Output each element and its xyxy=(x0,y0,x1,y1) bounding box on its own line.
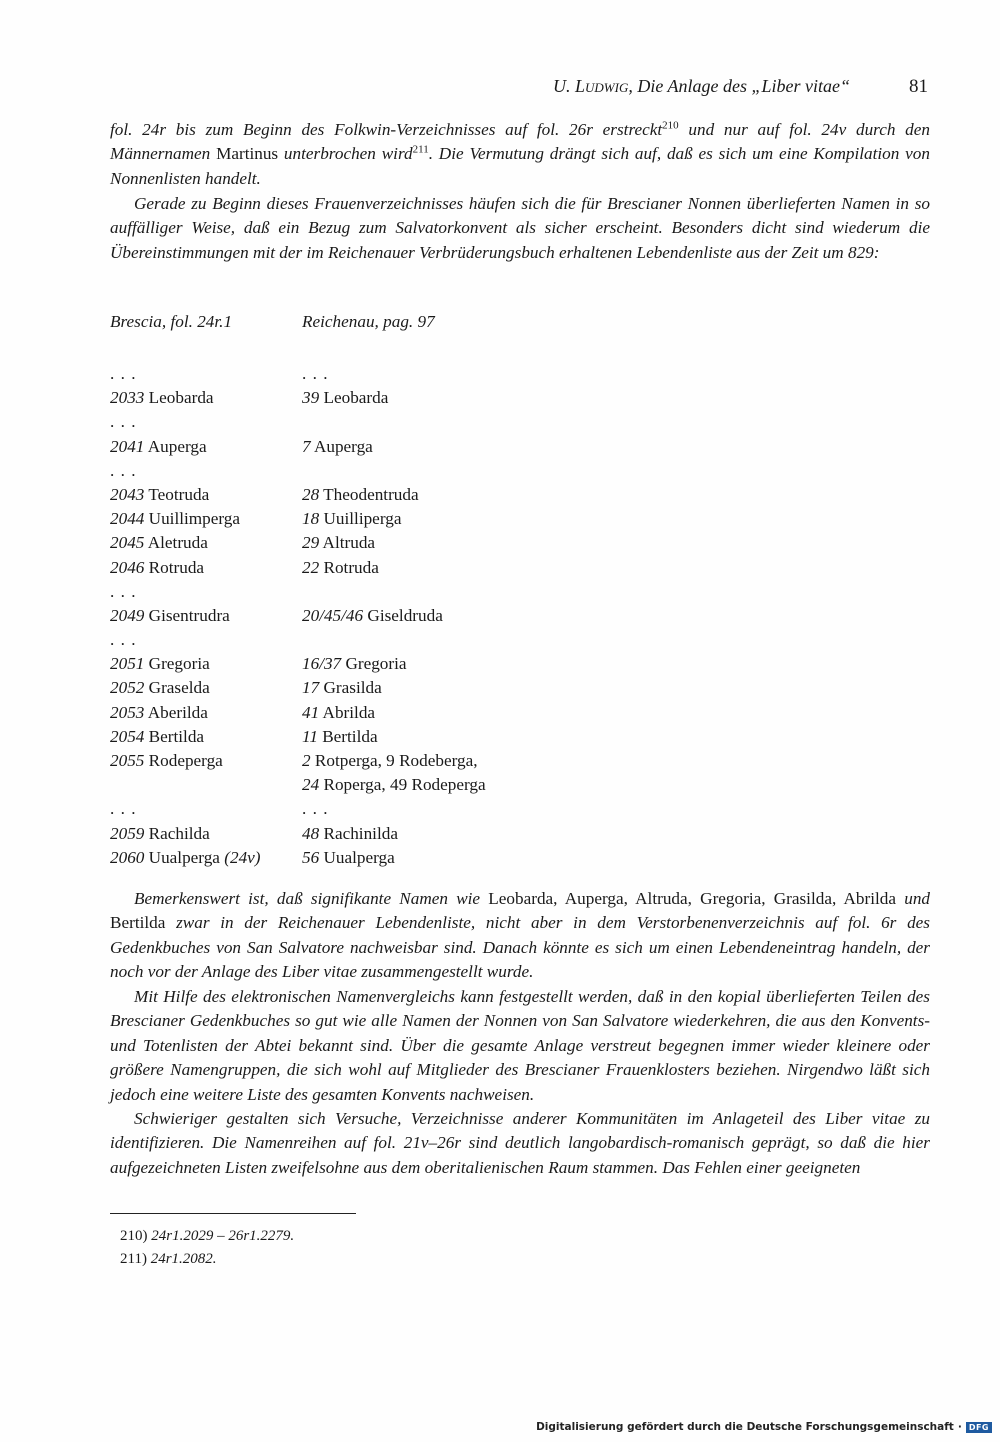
p1-text-a: fol. 24r bis zum Beginn des Folkwin-Verzeichnisses auf fol. 26r erstreckt xyxy=(110,120,663,139)
table-row xyxy=(110,459,710,483)
brescia-name: Uualperga (24v) xyxy=(144,847,261,867)
p1-name-martinus: Martinus xyxy=(216,144,279,164)
brescia-name: Leobarda xyxy=(144,388,214,408)
brescia-number: 2041 xyxy=(110,436,145,456)
reichenau-name: Leobarda xyxy=(319,388,389,408)
brescia-number: 2033 xyxy=(110,388,145,408)
reichenau-entry xyxy=(302,604,443,628)
table-row xyxy=(110,676,710,700)
brescia-entry xyxy=(110,531,208,555)
footnote-rule xyxy=(110,1213,356,1214)
brescia-entry xyxy=(110,822,210,846)
reichenau-name: Abrilda xyxy=(319,702,376,722)
paragraph-3 xyxy=(110,887,930,985)
table-row xyxy=(110,725,710,749)
reichenau-entry xyxy=(302,797,328,821)
footnote-ref-210: 210 xyxy=(662,119,679,132)
brescia-name: . . . xyxy=(110,460,137,480)
table-row xyxy=(110,531,710,555)
running-header xyxy=(0,76,1000,106)
reichenau-name: Rotruda xyxy=(319,557,379,577)
reichenau-name: . . . xyxy=(302,364,329,383)
page-number: 81 xyxy=(909,76,928,97)
reichenau-entry xyxy=(302,556,379,580)
brescia-name: . . . xyxy=(110,364,137,383)
name-comparison-table xyxy=(110,362,710,870)
reichenau-number: 48 xyxy=(302,823,320,843)
brescia-number: 2051 xyxy=(110,654,145,674)
dfg-logo: DFG xyxy=(966,1422,992,1433)
p3-text-c: zwar in der Reichenauer Lebendenliste, nicht aber in dem Verstorbenenverzeichnis auf fol. 6r des Gedenkbuches von San Salvatore nachweisbar sind. Danach könnte es sich um einen Lebendeneintrag handeln, der noch vor der Anlage des Liber vitae zusammengestellt wurde. xyxy=(110,913,930,982)
p3-name-bertilda: Bertilda xyxy=(110,913,166,933)
brescia-number: 2044 xyxy=(110,509,145,529)
brescia-entry xyxy=(110,749,223,773)
paragraph-5: Schwieriger gestalten sich Versuche, Verzeichnisse anderer Kommunitäten im Anlageteil des Liber vitae zu identifizieren. Die Namenreihen auf fol. 21v–26r sind deutlich langobardisch-romanisch geprägt, so daß die hier aufgezeichneten Listen zweifelsohne aus dem oberitalienischen Raum stammen. Das Fehlen einer geeigneten xyxy=(110,1109,930,1177)
reichenau-entry xyxy=(302,652,407,676)
reichenau-entry xyxy=(302,531,375,555)
paragraph-1 xyxy=(110,118,930,191)
footnote-number: 210) xyxy=(120,1228,148,1244)
reichenau-entry xyxy=(302,386,388,410)
brescia-name: Rachilda xyxy=(144,823,210,843)
reichenau-entry xyxy=(302,822,398,846)
col-head-brescia: Brescia, fol. 24r.1 xyxy=(110,312,233,331)
reichenau-entry xyxy=(302,725,378,749)
reichenau-entry xyxy=(302,701,375,725)
reichenau-entry xyxy=(302,435,373,459)
brescia-number: 2054 xyxy=(110,726,145,746)
reichenau-entry xyxy=(302,773,486,797)
table-row xyxy=(110,628,710,652)
footnote-text: 24r1.2029 – 26r1.2279. xyxy=(151,1228,295,1244)
reichenau-number: 24 xyxy=(302,775,320,795)
table-row xyxy=(110,604,710,628)
p3-text-a: Bemerkenswert ist, daß signifikante Namen wie xyxy=(134,889,489,908)
table-row xyxy=(110,410,710,434)
reichenau-name: . . . xyxy=(302,799,329,819)
table-row xyxy=(110,435,710,459)
brescia-entry xyxy=(110,483,209,507)
brescia-name: . . . xyxy=(110,412,137,432)
reichenau-entry xyxy=(302,507,401,531)
reichenau-name: Altruda xyxy=(319,533,376,553)
brescia-name: . . . xyxy=(110,799,137,819)
reichenau-name: Grasilda xyxy=(319,678,382,698)
brescia-name: Auperga xyxy=(144,436,207,456)
brescia-name: Gisentrudra xyxy=(144,605,230,625)
table-row xyxy=(110,773,710,797)
table-row xyxy=(110,652,710,676)
reichenau-number: 18 xyxy=(302,509,320,529)
reichenau-entry xyxy=(302,676,382,700)
running-title xyxy=(553,76,850,97)
reichenau-number: 7 xyxy=(302,436,311,456)
reichenau-name: Roperga, 49 Rodeperga xyxy=(319,775,486,795)
brescia-name: Aberilda xyxy=(144,702,208,722)
brescia-name: Rotruda xyxy=(144,557,205,577)
reichenau-number: 28 xyxy=(302,484,320,504)
brescia-number: 2059 xyxy=(110,823,145,843)
brescia-number: 2043 xyxy=(110,484,145,504)
p3-names: Leobarda, Auperga, Altruda, Gregoria, Grasilda, Abrilda xyxy=(488,889,897,908)
reichenau-name: Bertilda xyxy=(317,726,378,746)
reichenau-name: Giseldruda xyxy=(363,605,443,625)
reichenau-number: 22 xyxy=(302,557,320,577)
brescia-entry xyxy=(110,604,230,628)
brescia-number: 2053 xyxy=(110,702,145,722)
reichenau-entry xyxy=(302,846,395,870)
brescia-name: Graselda xyxy=(144,678,210,698)
brescia-name: Bertilda xyxy=(144,726,205,746)
table-row xyxy=(110,846,710,870)
brescia-entry xyxy=(110,580,136,604)
brescia-name: . . . xyxy=(110,581,137,601)
reichenau-name: Gregoria xyxy=(341,654,407,674)
brescia-number: 2052 xyxy=(110,678,145,698)
credit-text: Digitalisierung gefördert durch die Deutsche Forschungsgemeinschaft xyxy=(536,1421,954,1433)
title-rest: , Die Anlage des „Liber vitae“ xyxy=(628,76,850,96)
reichenau-number: 16/37 xyxy=(302,654,342,674)
table-row xyxy=(110,701,710,725)
reichenau-name: Rachinilda xyxy=(319,823,398,843)
table-row xyxy=(110,483,710,507)
brescia-number: 2046 xyxy=(110,557,145,577)
brescia-number: 2049 xyxy=(110,605,145,625)
table-row xyxy=(110,580,710,604)
brescia-entry xyxy=(110,386,214,410)
reichenau-entry xyxy=(302,483,419,507)
reichenau-entry xyxy=(302,749,478,773)
table-row xyxy=(110,822,710,846)
table-row xyxy=(110,797,710,821)
brescia-name: Teotruda xyxy=(144,484,210,504)
brescia-name: Gregoria xyxy=(144,654,210,674)
brescia-name: Rodeperga xyxy=(144,751,223,770)
brescia-name: Uuillimperga xyxy=(144,509,241,529)
brescia-entry xyxy=(110,652,210,676)
brescia-entry xyxy=(110,362,136,386)
reichenau-number: 20/45/46 xyxy=(302,605,364,625)
footnote-ref-211: 211 xyxy=(412,143,429,156)
brescia-entry xyxy=(110,676,210,700)
brescia-entry xyxy=(110,556,204,580)
reichenau-number: 17 xyxy=(302,678,320,698)
footnote-210 xyxy=(120,1228,294,1245)
table-row xyxy=(110,386,710,410)
reichenau-name: Theodentruda xyxy=(319,484,419,504)
p1-text-d: . Die Vermutung drängt sich auf, daß es sich um eine Kompilation von Nonnenlisten handelt. xyxy=(110,144,930,188)
reichenau-name: Uualperga xyxy=(319,847,395,867)
reichenau-name: Auperga xyxy=(310,436,373,456)
p1-text-b: und nur auf fol. 24v durch den Männernamen xyxy=(110,120,930,164)
reichenau-name: Uuilliperga xyxy=(319,509,402,529)
brescia-entry xyxy=(110,435,207,459)
table-row xyxy=(110,749,710,773)
table-row xyxy=(110,362,710,386)
reichenau-number: 29 xyxy=(302,533,320,553)
table-row xyxy=(110,507,710,531)
brescia-number: 2060 xyxy=(110,847,145,867)
col-head-reichenau: Reichenau, pag. 97 xyxy=(302,312,435,331)
footnote-text: 24r1.2082. xyxy=(150,1251,217,1267)
brescia-entry xyxy=(110,628,136,652)
brescia-entry xyxy=(110,701,208,725)
brescia-name: . . . xyxy=(110,630,137,650)
reichenau-number: 2 xyxy=(302,751,311,770)
brescia-number: 2055 xyxy=(110,751,145,770)
reichenau-number: 39 xyxy=(302,388,320,408)
reichenau-entry xyxy=(302,362,328,386)
brescia-entry xyxy=(110,797,136,821)
p3-text-b: und xyxy=(896,889,931,908)
footnote-number: 211) xyxy=(120,1251,147,1267)
brescia-entry xyxy=(110,507,240,531)
reichenau-name: Rotperga, 9 Rodeberga, xyxy=(310,751,478,770)
author-name: Ludwig xyxy=(575,76,629,96)
brescia-entry xyxy=(110,459,136,483)
brescia-name: Aletruda xyxy=(144,533,208,553)
table-row xyxy=(110,556,710,580)
digitization-credit: Digitalisierung gefördert durch die Deutsche Forschungsgemeinschaft · DFG xyxy=(536,1421,992,1433)
reichenau-number: 41 xyxy=(302,702,320,722)
reichenau-number: 11 xyxy=(302,726,318,746)
reichenau-number: 56 xyxy=(302,847,320,867)
brescia-number: 2045 xyxy=(110,533,145,553)
brescia-entry xyxy=(110,846,261,870)
footnote-211 xyxy=(120,1251,217,1268)
paragraph-4: Mit Hilfe des elektronischen Namenvergleichs kann festgestellt werden, daß in den kopial überlieferten Teilen des Brescianer Gedenkbuches so gut wie alle Namen der Nonnen von San Salvatore wiederkehren, die aus den Konvents- und Totenlisten der Abtei bekannt sind. Über die gesamte Anlage verstreut begegnen immer wieder kleinere oder größere Namengruppen, die sich wohl auf Mitglieder des Brescianer Frauenklosters beziehen. Nirgendwo läßt sich jedoch eine weitere Liste des gesamten Konvents nachweisen. xyxy=(110,987,930,1104)
brescia-entry xyxy=(110,725,204,749)
author-initial: U. xyxy=(553,76,575,96)
p1-text-c: unterbrochen wird xyxy=(278,144,413,164)
brescia-entry xyxy=(110,410,136,434)
paragraph-2: Gerade zu Beginn dieses Frauenverzeichnisses häufen sich die für Brescianer Nonnen überlieferten Namen in so auffälliger Weise, daß ein Bezug zum Salvatorkonvent als sicher erscheint. Besonders dicht sind wiederum die Übereinstimmungen mit der im Reichenauer Verbrüderungsbuch erhaltenen Lebendenliste aus der Zeit um 829: xyxy=(110,194,930,262)
